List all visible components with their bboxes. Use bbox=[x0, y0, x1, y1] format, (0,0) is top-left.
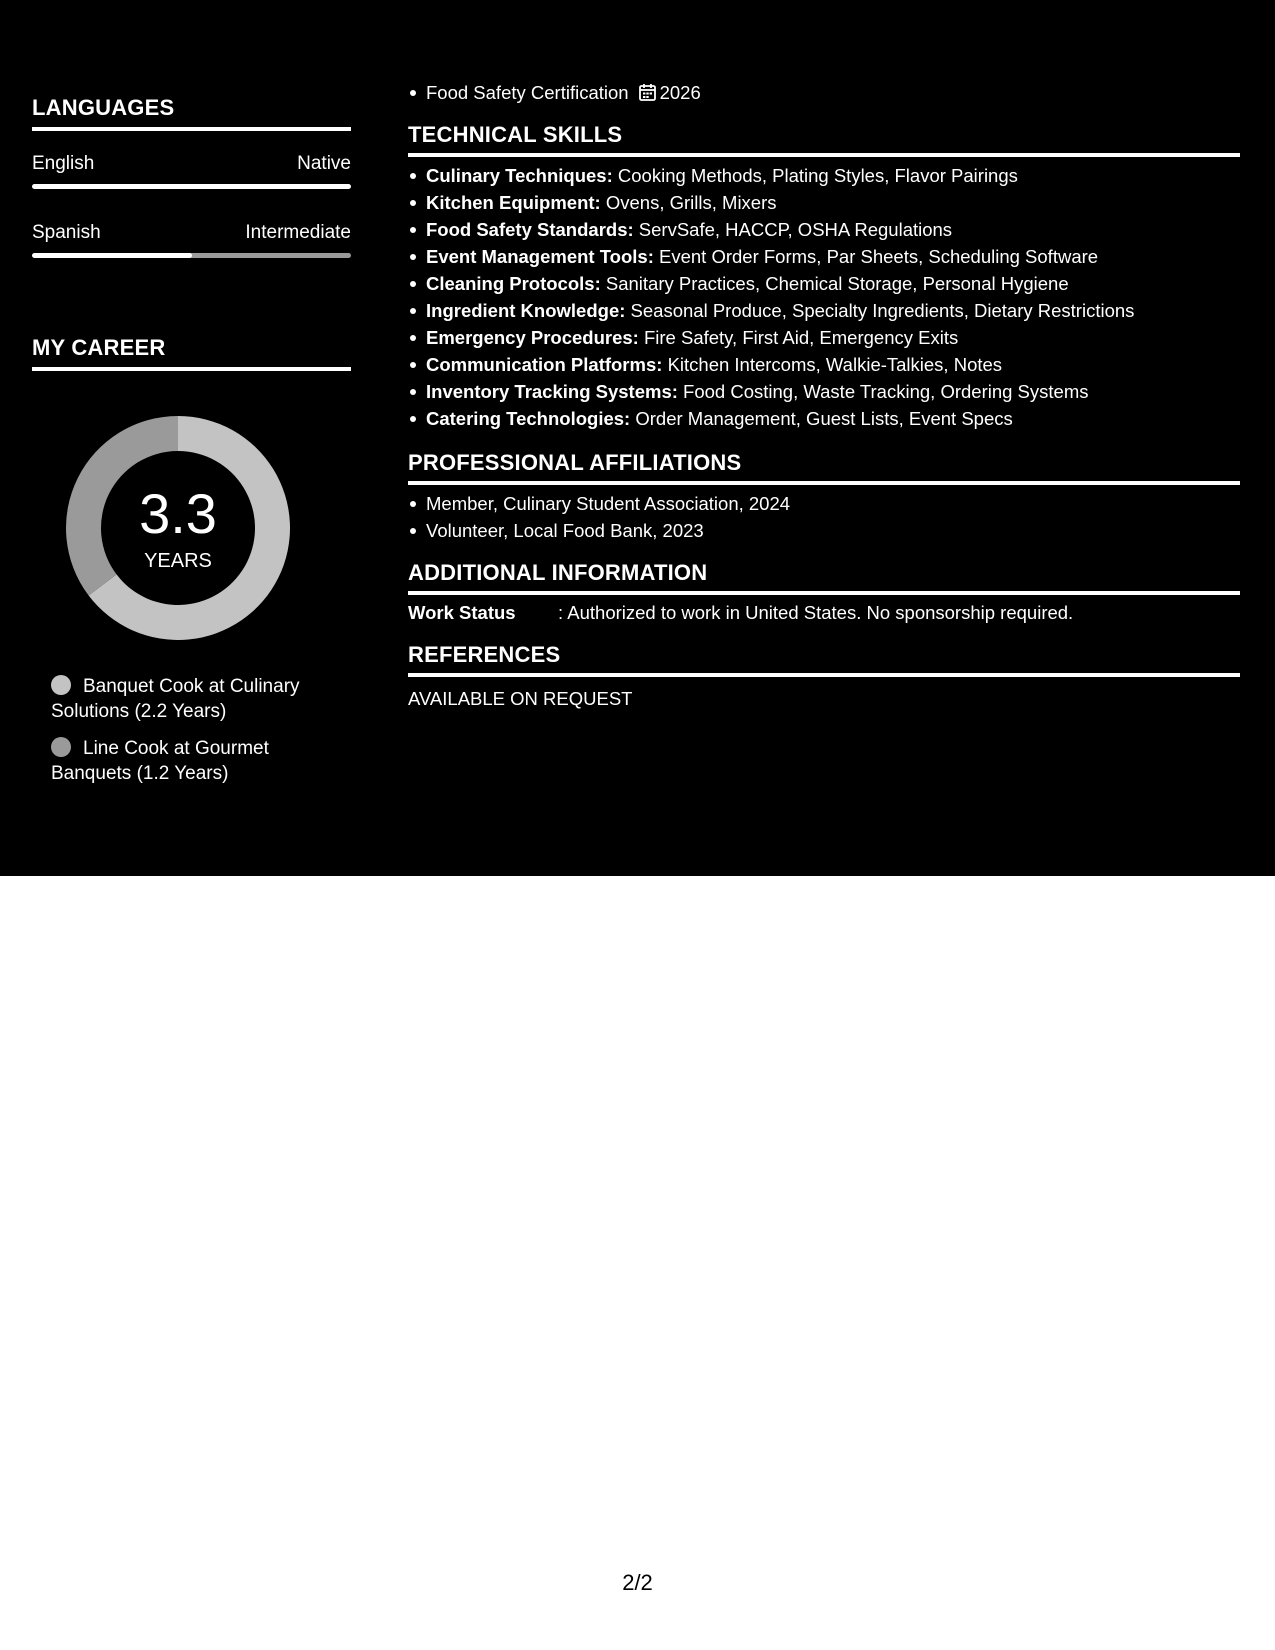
skill-value: Cooking Methods, Plating Styles, Flavor Pairings bbox=[617, 165, 1018, 186]
references-text: AVAILABLE ON REQUEST bbox=[408, 688, 633, 709]
affiliation-item: Member, Culinary Student Association, 2024 bbox=[426, 490, 790, 517]
legend-dot-icon bbox=[51, 675, 71, 695]
skill-item bbox=[426, 351, 1134, 378]
skill-item bbox=[426, 243, 1134, 270]
certification-year: 2026 bbox=[659, 82, 701, 103]
skill-item bbox=[426, 270, 1134, 297]
language-proficiency-fill bbox=[32, 184, 351, 189]
language-proficiency-bar bbox=[32, 253, 351, 258]
work-status-value: : Authorized to work in United States. No sponsorship required. bbox=[558, 602, 1074, 623]
language-level: Native bbox=[297, 153, 351, 174]
skill-value: Kitchen Intercoms, Walkie-Talkies, Notes bbox=[667, 354, 1003, 375]
language-name: Spanish bbox=[32, 222, 101, 243]
skill-label: Kitchen Equipment: bbox=[426, 192, 601, 213]
affiliations-heading: PROFESSIONAL AFFILIATIONS bbox=[408, 450, 1240, 485]
career-legend-text: Banquet Cook at Culinary Solutions (2.2 Years) bbox=[51, 676, 300, 722]
skill-item bbox=[426, 378, 1134, 405]
skill-item bbox=[426, 216, 1134, 243]
technical-skills-list bbox=[408, 162, 1134, 432]
languages-heading: LANGUAGES bbox=[32, 95, 351, 131]
career-donut-chart bbox=[66, 416, 290, 640]
calendar-icon bbox=[639, 81, 656, 108]
references-heading: REFERENCES bbox=[408, 642, 1240, 677]
career-legend-text: Line Cook at Gourmet Banquets (1.2 Years) bbox=[51, 738, 269, 784]
language-proficiency-bar bbox=[32, 184, 351, 189]
skill-label: Catering Technologies: bbox=[426, 408, 631, 429]
skill-item bbox=[426, 162, 1134, 189]
technical-skills-heading: TECHNICAL SKILLS bbox=[408, 122, 1240, 157]
certification-list bbox=[408, 79, 701, 108]
certification-name: Food Safety Certification bbox=[426, 82, 629, 103]
skill-value: Order Management, Guest Lists, Event Specs bbox=[635, 408, 1013, 429]
language-name: English bbox=[32, 153, 95, 174]
skill-label: Culinary Techniques: bbox=[426, 165, 613, 186]
affiliations-list bbox=[408, 490, 790, 544]
skill-label: Communication Platforms: bbox=[426, 354, 663, 375]
skill-value: Seasonal Produce, Specialty Ingredients, Dietary Restrictions bbox=[630, 300, 1135, 321]
skill-label: Food Safety Standards: bbox=[426, 219, 634, 240]
work-status-label: Work Status bbox=[408, 602, 516, 623]
affiliation-item: Volunteer, Local Food Bank, 2023 bbox=[426, 517, 790, 544]
skill-label: Emergency Procedures: bbox=[426, 327, 639, 348]
language-proficiency-fill bbox=[32, 253, 192, 258]
skill-value: Ovens, Grills, Mixers bbox=[605, 192, 777, 213]
skill-label: Ingredient Knowledge: bbox=[426, 300, 626, 321]
skill-value: ServSafe, HACCP, OSHA Regulations bbox=[638, 219, 953, 240]
certification-item bbox=[426, 79, 701, 108]
skill-value: Sanitary Practices, Chemical Storage, Personal Hygiene bbox=[605, 273, 1069, 294]
skill-label: Cleaning Protocols: bbox=[426, 273, 601, 294]
skill-item bbox=[426, 189, 1134, 216]
skill-value: Food Costing, Waste Tracking, Ordering Systems bbox=[683, 381, 1089, 402]
skill-label: Event Management Tools: bbox=[426, 246, 654, 267]
career-total-unit: YEARS bbox=[144, 550, 212, 572]
language-level: Intermediate bbox=[245, 222, 351, 243]
skill-item bbox=[426, 324, 1134, 351]
additional-info-heading: ADDITIONAL INFORMATION bbox=[408, 560, 1240, 595]
career-legend-item bbox=[51, 736, 321, 786]
legend-dot-icon bbox=[51, 737, 71, 757]
skill-value: Fire Safety, First Aid, Emergency Exits bbox=[643, 327, 959, 348]
skill-item bbox=[426, 405, 1134, 432]
career-heading: MY CAREER bbox=[32, 335, 351, 371]
career-total-years: 3.3 bbox=[139, 482, 217, 545]
skill-item bbox=[426, 297, 1134, 324]
skill-value: Event Order Forms, Par Sheets, Scheduling Software bbox=[659, 246, 1099, 267]
career-legend-item bbox=[51, 674, 321, 724]
page-number: 2/2 bbox=[622, 1570, 653, 1595]
skill-label: Inventory Tracking Systems: bbox=[426, 381, 678, 402]
